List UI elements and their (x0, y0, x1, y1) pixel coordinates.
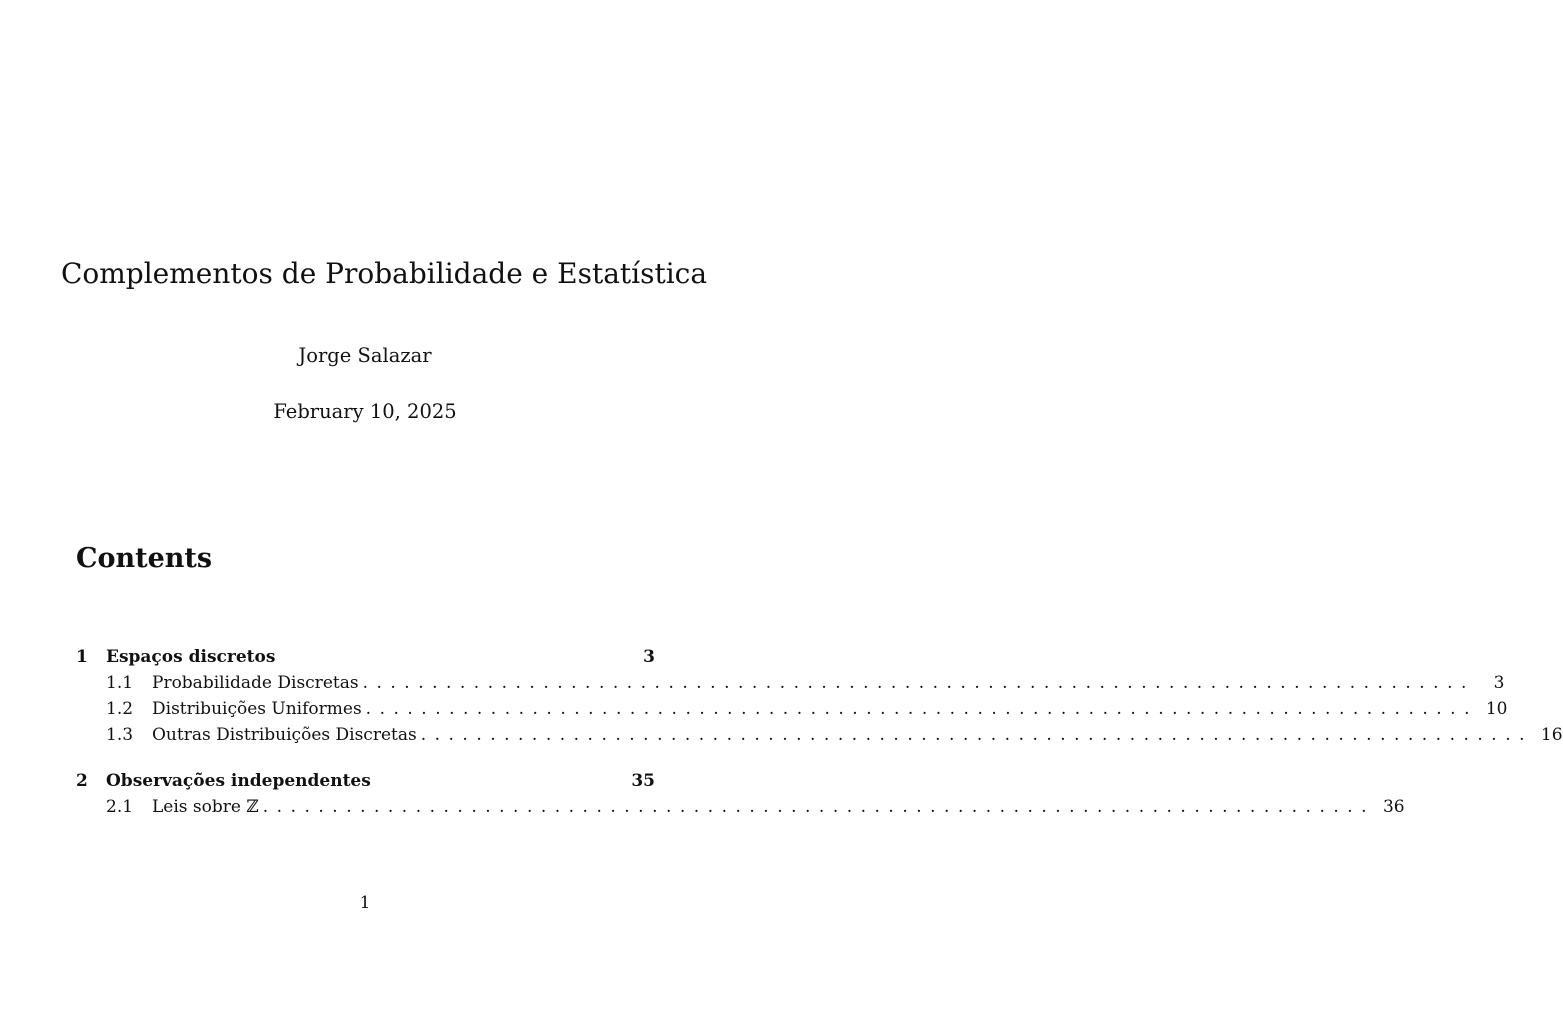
chapter-spacer (76, 748, 655, 768)
leader-dots: . . . . . . . . . . . . . . . . . . . . . . . . . . . . . . . . . . . . . . . . . . . . . . . . . . . . . . . . . . . . . . . . . . . . . . . . . . . . . . . . (362, 673, 1467, 693)
contents-heading: Contents (76, 543, 213, 574)
toc-section[interactable] (76, 696, 1508, 722)
chapter-page: 35 (631, 771, 655, 791)
document-title: Complementos de Probabilidade e Estatística (60, 257, 708, 290)
section-title: Distribuições Uniformes (152, 699, 362, 719)
leader-dots: . . . . . . . . . . . . . . . . . . . . . . . . . . . . . . . . . . . . . . . . . . . . . . . . . . . . . . . . . . . . . . . . . . . . . . . . . . . . . . . . (365, 699, 1470, 719)
section-title: Outras Distribuições Discretas (152, 725, 417, 745)
section-number: 1.1 (106, 673, 134, 693)
toc-chapter[interactable] (76, 644, 655, 670)
toc-section[interactable] (76, 722, 1563, 748)
section-number: 1.3 (106, 725, 134, 745)
leader-dots: . . . . . . . . . . . . . . . . . . . . . . . . . . . . . . . . . . . . . . . . . . . . . . . . . . . . . . . . . . . . . . . . . . . . . . . . . . . . . . . . (262, 797, 1367, 817)
toc-section[interactable] (76, 670, 1505, 696)
page-number: 1 (359, 893, 371, 913)
section-title: Leis sobre ℤ (152, 797, 259, 817)
section-title: Probabilidade Discretas (152, 673, 359, 693)
chapter-page: 3 (643, 647, 655, 667)
section-page: 3 (1493, 673, 1505, 693)
chapter-title: Espaços discretos (106, 647, 276, 667)
document-date: February 10, 2025 (273, 400, 457, 423)
section-page: 36 (1382, 797, 1405, 817)
leader-dots: . . . . . . . . . . . . . . . . . . . . . . . . . . . . . . . . . . . . . . . . . . . . . . . . . . . . . . . . . . . . . . . . . . . . . . . . . . . . . . . . (420, 725, 1525, 745)
chapter-number: 1 (76, 647, 88, 667)
section-number: 1.2 (106, 699, 134, 719)
toc-section[interactable] (76, 794, 1405, 820)
toc-chapter[interactable] (76, 768, 655, 794)
section-number: 2.1 (106, 797, 134, 817)
document-author: Jorge Salazar (298, 344, 432, 367)
section-page: 16 (1540, 725, 1563, 745)
chapter-number: 2 (76, 771, 88, 791)
section-page: 10 (1485, 699, 1508, 719)
table-of-contents (76, 644, 1563, 820)
chapter-title: Observações independentes (106, 771, 371, 791)
